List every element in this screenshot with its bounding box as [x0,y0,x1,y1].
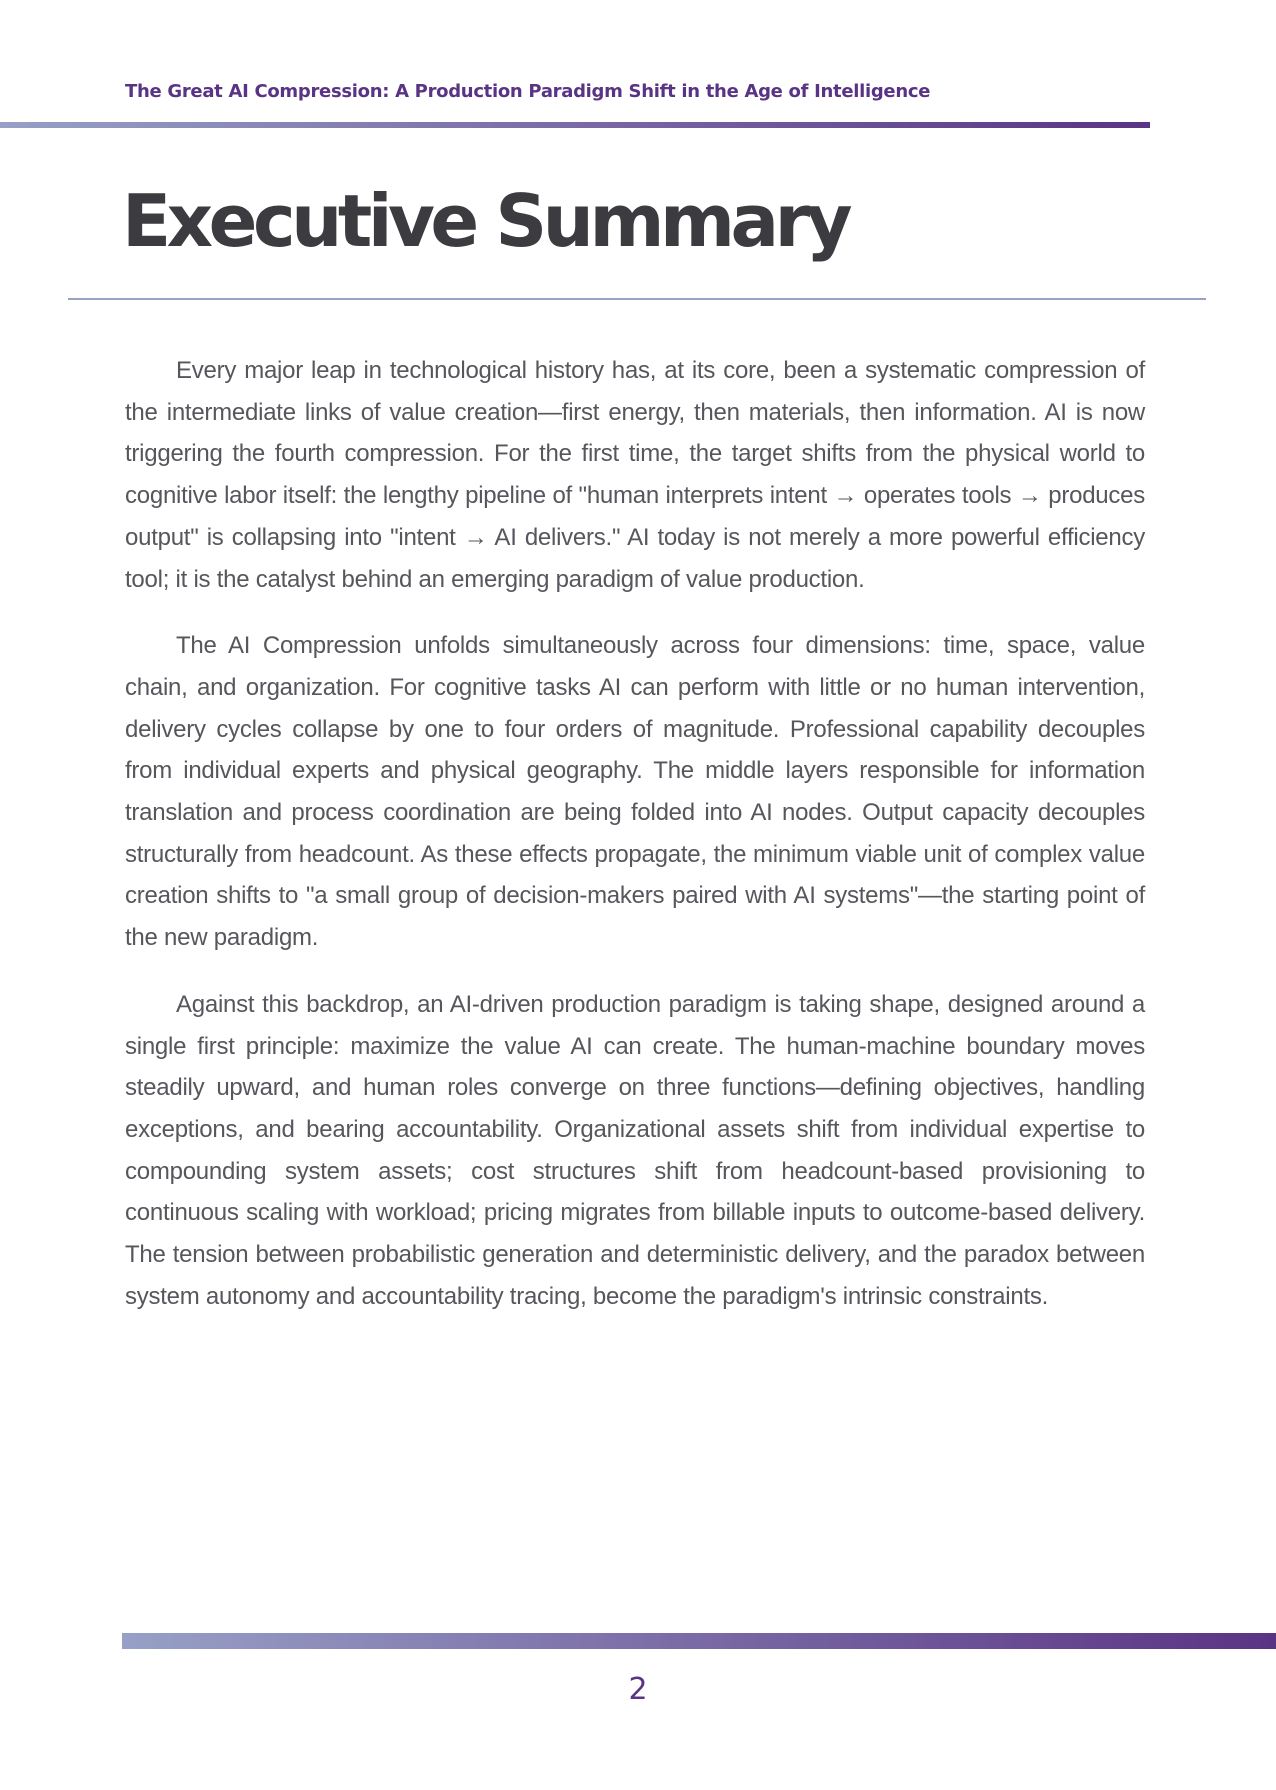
page-title: Executive Summary [122,179,849,263]
paragraph-3: Against this backdrop, an AI-driven production paradigm is taking shape, designed around a single first principle: maximize the value AI can create. The human-machine boundary moves steadily upward, and human roles converge on three functions—defining objectives, handling exceptions, and bearing accountability. Organizational assets shift from individual expertise to compounding system assets; cost structures shift from headcount-based provisioning to continuous scaling with workload; pricing migrates from billable inputs to outcome-based delivery. The tension between probabilistic generation and deterministic delivery, and the paradox between system autonomy and accountability tracing, become the paradigm's intrinsic constraints. [125,990,1145,1310]
title-divider [68,298,1206,300]
paragraph-1: Every major leap in technological history has, at its core, been a systematic compression of the intermediate links of value creation—first energy, then materials, then information. AI is now triggering the fourth compression. For the first time, the target shifts from the physical world to cognitive labor itself: the lengthy pipeline of "human interprets intent → operates tools → produces output" is collapsing into "intent → AI delivers." AI today is not merely a more powerful efficiency tool; it is the catalyst behind an emerging paradigm of value production. [125,357,1145,593]
running-header-title: The Great AI Compression: A Production Paradigm Shift in the Age of Intelligence [125,81,931,102]
body-text [125,350,1145,1342]
header-rule [0,122,1150,128]
paragraph-2: The AI Compression unfolds simultaneously across four dimensions: time, space, value chain, and organization. For cognitive tasks AI can perform with little or no human intervention, delivery cycles collapse by one to four orders of magnitude. Professional capability decouples from individual experts and physical geography. The middle layers responsible for information translation and process coordination are being folded into AI nodes. Output capacity decouples structurally from headcount. As these effects propagate, the minimum viable unit of complex value creation shifts to "a small group of decision-makers paired with AI systems"—the starting point of the new paradigm. [125,632,1145,952]
page-number: 2 [628,1672,648,1707]
footer-rule [122,1633,1276,1649]
